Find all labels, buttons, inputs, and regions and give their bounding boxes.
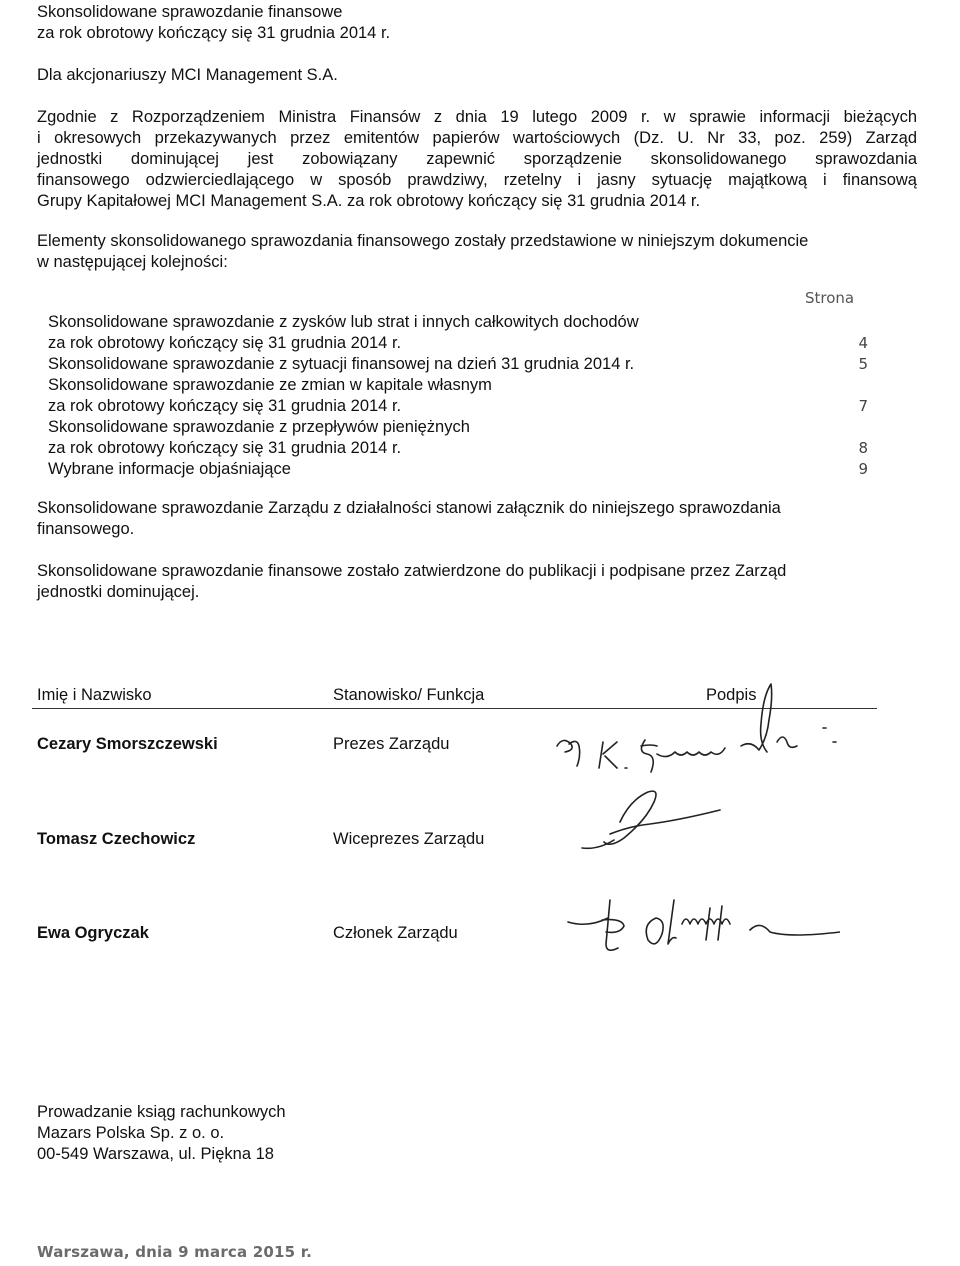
intro-line: Zgodnie z Rozporządzeniem Ministra Finansów z dnia 19 lutego 2009 r. w sprawie informacji bieżących xyxy=(37,108,917,126)
signatory-position: Prezes Zarządu xyxy=(333,735,450,753)
toc-row-text: za rok obrotowy kończący się 31 grudnia 2014 r. xyxy=(48,334,402,352)
column-header-signature: Podpis xyxy=(706,686,757,704)
signatory-name: Cezary Smorszczewski xyxy=(37,735,218,753)
toc-row-text: Skonsolidowane sprawozdanie z zysków lub strat i innych całkowitych dochodów xyxy=(48,313,639,331)
date-stamp: Warszawa, dnia 9 marca 2015 r. xyxy=(37,1243,313,1261)
signature-image-czechowicz xyxy=(580,782,740,872)
toc-row xyxy=(48,375,868,396)
intro-line: i okresowych przekazywanych przez emitentów papierów wartościowych (Dz. U. Nr 33, poz. 259) Zarząd xyxy=(37,129,917,147)
approval-note-line: Skonsolidowane sprawozdanie finansowe zostało zatwierdzone do publikacji i podpisane przez Zarząd xyxy=(37,562,787,580)
toc-row xyxy=(48,312,868,333)
toc-row xyxy=(48,354,868,375)
approval-note-line: jednostki dominującej. xyxy=(37,583,200,601)
approval-note xyxy=(37,561,917,603)
elements-intro-paragraph xyxy=(37,231,917,273)
toc-row xyxy=(48,438,868,459)
intro-paragraph xyxy=(37,107,917,212)
toc-row-page: 5 xyxy=(858,355,868,373)
signatory-name: Ewa Ogryczak xyxy=(37,924,149,942)
attachment-note-line: Skonsolidowane sprawozdanie Zarządu z działalności stanowi załącznik do niniejszego sprawozdania xyxy=(37,499,781,517)
bookkeeping-address: 00-549 Warszawa, ul. Piękna 18 xyxy=(37,1145,274,1163)
attachment-note-line: finansowego. xyxy=(37,520,135,538)
table-of-contents xyxy=(48,312,868,480)
toc-row-page: 4 xyxy=(858,334,868,352)
toc-row-text: Skonsolidowane sprawozdanie z przepływów pieniężnych xyxy=(48,418,470,436)
attachment-note xyxy=(37,498,917,540)
signatory-position: Członek Zarządu xyxy=(333,924,458,942)
signatory-name: Tomasz Czechowicz xyxy=(37,830,196,848)
header-line-1: Skonsolidowane sprawozdanie finansowe xyxy=(37,3,343,21)
toc-row-page: 8 xyxy=(858,439,868,457)
toc-row-text: Skonsolidowane sprawozdanie ze zmian w kapitale własnym xyxy=(48,376,492,394)
toc-row-page: 7 xyxy=(858,397,868,415)
toc-row xyxy=(48,333,868,354)
signatory-position: Wiceprezes Zarządu xyxy=(333,830,485,848)
toc-row-text: za rok obrotowy kończący się 31 grudnia 2014 r. xyxy=(48,439,402,457)
column-header-name: Imię i Nazwisko xyxy=(37,686,152,704)
intro-line: jednostki dominującej jest zobowiązany zapewnić sporządzenie skonsolidowanego sprawozdania xyxy=(37,150,917,168)
toc-row xyxy=(48,459,868,480)
elements-intro-line: w następującej kolejności: xyxy=(37,253,228,271)
signature-image-smorszczewski xyxy=(545,676,865,786)
toc-row-text: za rok obrotowy kończący się 31 grudnia 2014 r. xyxy=(48,397,402,415)
toc-page-header: Strona xyxy=(805,289,855,307)
column-header-position: Stanowisko/ Funkcja xyxy=(333,686,485,704)
toc-row-page: 9 xyxy=(858,460,868,478)
bookkeeping-company: Mazars Polska Sp. z o. o. xyxy=(37,1124,225,1142)
toc-row xyxy=(48,417,868,438)
toc-row xyxy=(48,396,868,417)
bookkeeping-label: Prowadzanie ksiąg rachunkowych xyxy=(37,1103,286,1121)
intro-line: Grupy Kapitałowej MCI Management S.A. za rok obrotowy kończący się 31 grudnia 2014 r. xyxy=(37,192,701,210)
greeting: Dla akcjonariuszy MCI Management S.A. xyxy=(37,66,338,84)
toc-row-text: Wybrane informacje objaśniające xyxy=(48,460,291,478)
header-line-2: za rok obrotowy kończący się 31 grudnia 2014 r. xyxy=(37,24,391,42)
intro-line: finansowego odzwierciedlającego w sposób prawdziwy, rzetelny i jasny sytuację majątkową i finansową xyxy=(37,171,917,189)
toc-row-text: Skonsolidowane sprawozdanie z sytuacji finansowej na dzień 31 grudnia 2014 r. xyxy=(48,355,635,373)
signature-image-ogryczak xyxy=(560,890,840,970)
elements-intro-line: Elementy skonsolidowanego sprawozdania finansowego zostały przedstawione w niniejszym dokumencie xyxy=(37,232,809,250)
